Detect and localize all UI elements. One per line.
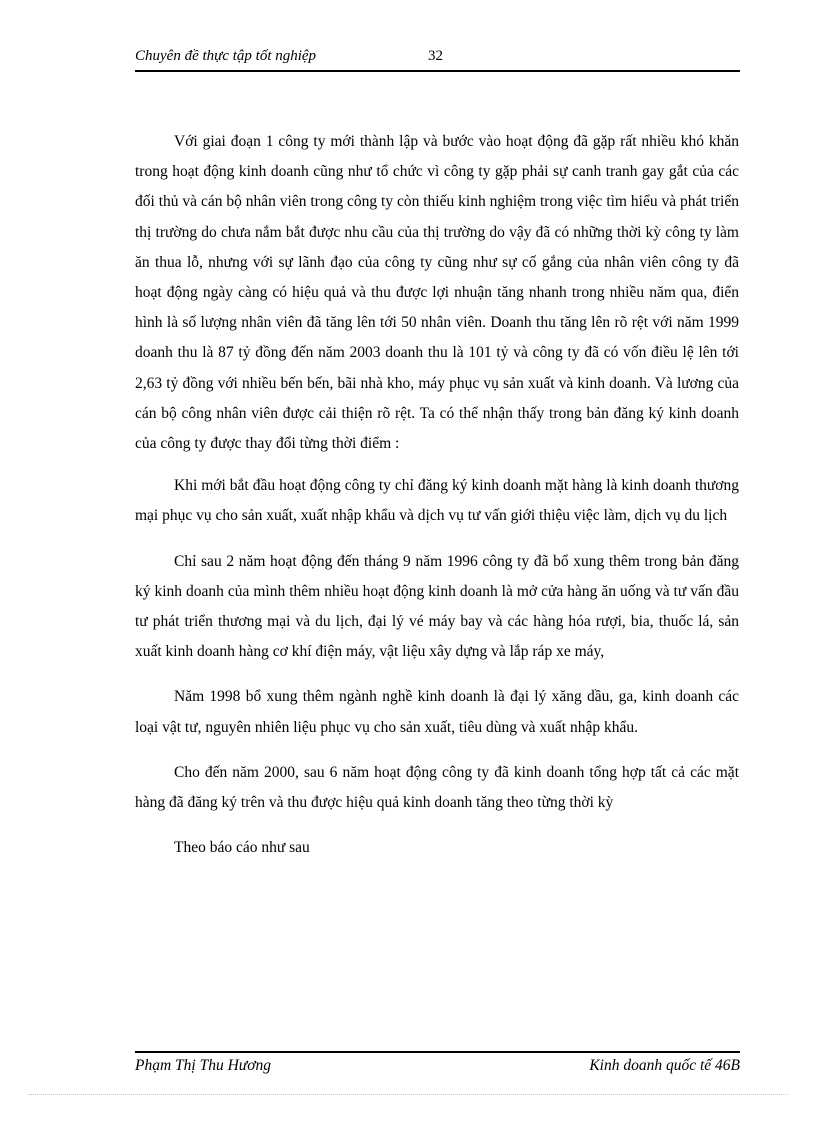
paragraph: Với giai đoạn 1 công ty mới thành lập và bước vào hoạt động đã gặp rất nhiều khó khăn trong hoạt động kinh doanh cũng như tổ chức vì công ty gặp phải sự canh tranh gay gắt của các đối thủ và cán bộ nhân viên trong công ty còn thiếu kinh nghiệm trong việc tìm hiểu và phát triển thị trường do chưa nắm bắt được nhu cầu của thị trường do vậy đã có những thời kỳ công ty làm ăn thua lỗ, nhưng với sự lãnh đạo của công ty cũng như sự cố gắng của nhân viên công ty đã hoạt động ngày càng có hiệu quả và thu được lợi nhuận tăng nhanh trong nhiều năm qua, điển hình là số lượng nhân viên đã tăng lên tới 50 nhân viên. Doanh thu tăng lên rõ rệt với năm 1999 doanh thu là 87 tỷ đồng đến năm 2003 doanh thu là 101 tỷ và công ty đã có vốn điều lệ lên tới 2,63 tỷ đồng với nhiều bến bến, bãi nhà kho, máy phục vụ sản xuất và kinh doanh. Và lương của cán bộ công nhân viên được cải thiện rõ rệt. Ta có thể nhận thấy trong bản đăng ký kinh doanh của công ty được thay đổi từng thời điểm : — [135, 133, 739, 453]
paragraph: Năm 1998 bổ xung thêm ngành nghề kinh doanh là đại lý xăng dầu, ga, kinh doanh các loại vật tư, nguyên nhiên liệu phục vụ cho sản xuất, tiêu dùng và xuất nhập khẩu. — [135, 688, 739, 736]
page-footer — [135, 1051, 740, 1079]
page-edge-divider — [28, 1094, 788, 1095]
footer-author: Phạm Thị Thu Hương — [135, 1057, 272, 1074]
page-header — [135, 46, 740, 72]
footer-class: Kinh doanh quốc tế 46B — [589, 1057, 740, 1074]
paragraph: Chỉ sau 2 năm hoạt động đến tháng 9 năm 1996 công ty đã bổ xung thêm trong bản đăng ký kinh doanh của mình thêm nhiều hoạt động kinh doanh là mở cửa hàng ăn uống và tư vấn đầu tư phát triển thương mại và du lịch, đại lý vé máy bay và các hàng hóa rượi, bia, thuốc lá, sản xuất kinh doanh hàng cơ khí điện máy, vật liệu xây dựng và lắp ráp xe máy, — [135, 552, 739, 661]
document-title: Chuyên đề thực tập tốt nghiệp — [135, 48, 317, 64]
document-body — [135, 127, 739, 878]
paragraph: Theo báo cáo như sau — [174, 839, 310, 857]
paragraph: Cho đến năm 2000, sau 6 năm hoạt động công ty đã kinh doanh tổng hợp tất cả các mặt hàng đã đăng ký trên và thu được hiệu quả kinh doanh tăng theo từng thời kỳ — [135, 763, 739, 812]
page-number: 32 — [428, 48, 443, 64]
paragraph: Khi mới bắt đầu hoạt động công ty chỉ đăng ký kinh doanh mặt hàng là kinh doanh thương mại phục vụ cho sản xuất, xuất nhập khẩu và dịch vụ tư vấn giới thiệu việc làm, dịch vụ du lịch — [135, 477, 739, 525]
